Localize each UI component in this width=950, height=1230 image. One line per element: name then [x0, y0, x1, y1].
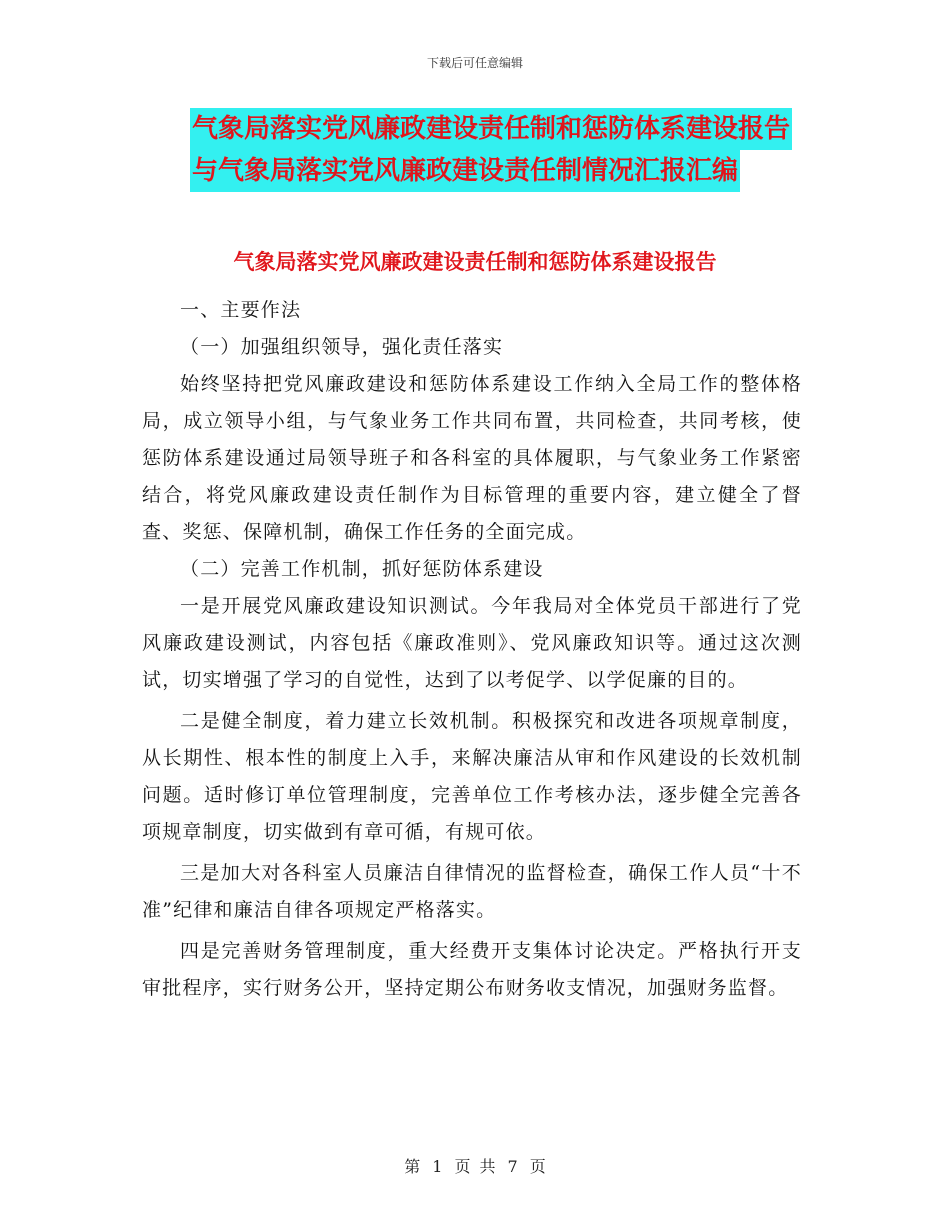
document-title: [190, 108, 810, 192]
header-note: 下载后可任意编辑: [426, 56, 523, 70]
section-title: 气象局落实党风廉政建设责任制和惩防体系建设报告: [233, 250, 717, 274]
footer-suffix: 页: [529, 1157, 546, 1176]
subheading-organization: （一）加强组织领导，强化责任落实: [180, 336, 504, 358]
title-line-1: 气象局落实党风廉政建设责任制和惩防体系建设报告: [190, 108, 792, 150]
page-footer: [0, 1154, 950, 1177]
paragraph: 一是开展党风廉政建设知识测试。今年我局对全体党员干部进行了党风廉政建设测试，内容包括《廉政准则》、党风廉政知识等。通过这次测试，切实增强了学习的自觉性，达到了以考促学、以学促廉的目的。: [142, 595, 802, 691]
footer-mid: 页 共: [454, 1157, 496, 1176]
total-pages: 7: [507, 1157, 518, 1176]
body-text: [142, 292, 802, 1007]
page-number: 1: [432, 1157, 443, 1176]
paragraph: 始终坚持把党风廉政建设和惩防体系建设工作纳入全局工作的整体格局，成立领导小组，与气象业务工作共同布置，共同检查，共同考核，使惩防体系建设通过局领导班子和各科室的具体履职，与气象业务工作紧密结合，将党风廉政建设责任制作为目标管理的重要内容，建立健全了督查、奖惩、保障机制，确保工作任务的全面完成。: [142, 373, 802, 543]
subheading-mechanism: （二）完善工作机制，抓好惩防体系建设: [180, 558, 544, 580]
title-line-2: 与气象局落实党风廉政建设责任制情况汇报汇编: [190, 150, 740, 192]
paragraph: 四是完善财务管理制度，重大经费开支集体讨论决定。严格执行开支审批程序，实行财务公开，坚持定期公布财务收支情况，加强财务监督。: [142, 940, 802, 999]
footer-prefix: 第: [404, 1157, 421, 1176]
paragraph: 二是健全制度，着力建立长效机制。积极探究和改进各项规章制度，从长期性、根本性的制度上入手，来解决廉洁从审和作风建设的长效机制问题。适时修订单位管理制度，完善单位工作考核办法，逐步健全完善各项规章制度，切实做到有章可循，有规可依。: [142, 710, 802, 843]
paragraph: 三是加大对各科室人员廉洁自律情况的监督检查，确保工作人员“十不准”纪律和廉洁自律各项规定严格落实。: [142, 862, 802, 921]
heading-main-practices: 一、主要作法: [180, 299, 302, 321]
